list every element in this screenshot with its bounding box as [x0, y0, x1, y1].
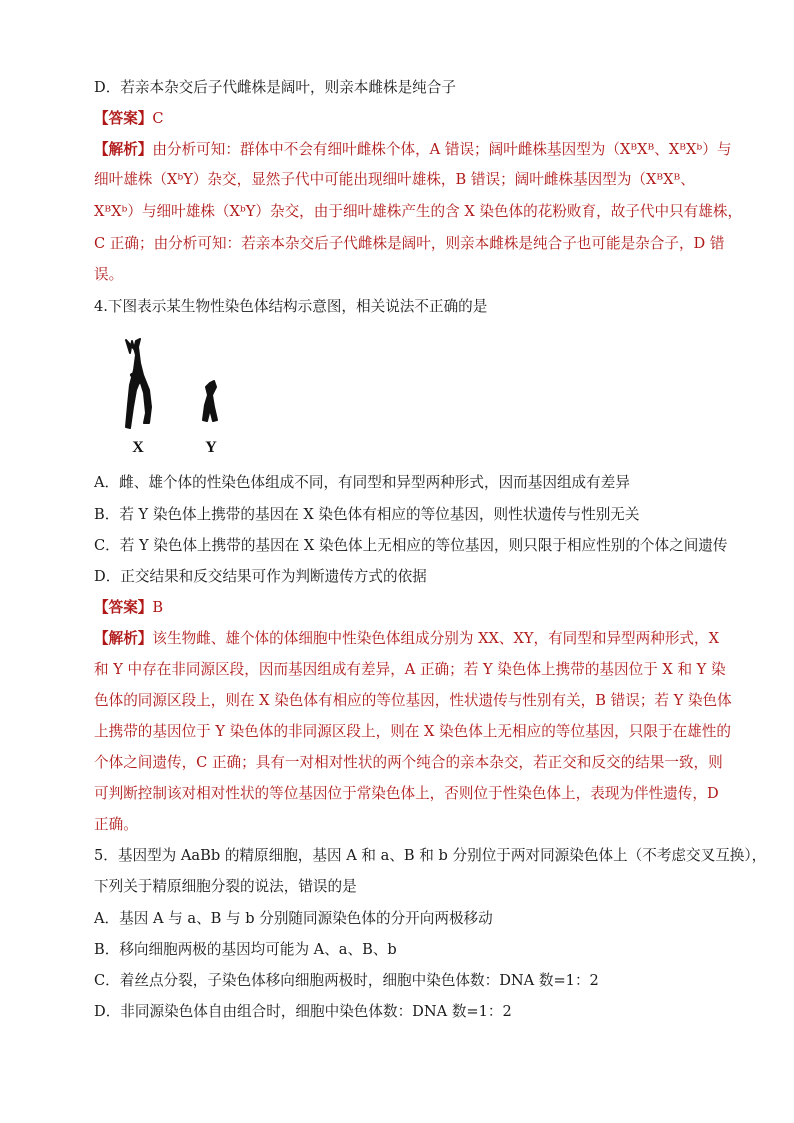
- analysis-text: 该生物雌、雄个体的体细胞中性染色体组成分别为 XX、XY，有同型和异型两种形式，X: [152, 630, 720, 647]
- q3-analysis-line: C 正确；由分析可知：若亲本杂交后子代雌株是阔叶，则亲本雌株是纯合子也可能是杂合子，D 错: [94, 235, 725, 252]
- analysis-label: 【解析】: [94, 141, 153, 158]
- answer-value: B: [152, 599, 164, 616]
- q4-analysis-line: 可判断控制该对相对性状的等位基因位于常染色体上，否则位于性染色体上，表现为伴性遗传，D: [94, 785, 719, 802]
- q3-analysis-line: 细叶雄株（XᵇY）杂交，显然子代中可能出现细叶雄株，B 错误；阔叶雌株基因型为（XᴮXᴮ、: [94, 171, 695, 188]
- sex-chromosome-figure: [118, 335, 228, 460]
- analysis-label: 【解析】: [94, 630, 153, 647]
- answer-value: C: [152, 110, 164, 127]
- q5-option-a: A．基因 A 与 a、B 与 b 分别随同源染色体的分开向两极移动: [94, 910, 493, 927]
- q4-analysis-line: 上携带的基因位于 Y 染色体的非同源区段上，则在 X 染色体上无相应的等位基因，只限于在雄性的: [94, 723, 731, 740]
- y-chromosome-drawing: [203, 381, 217, 421]
- q5-option-c: C．着丝点分裂，子染色体移向细胞两极时，细胞中染色体数：DNA 数=1：2: [94, 972, 599, 989]
- q5-option-b: B．移向细胞两极的基因均可能为 A、a、B、b: [94, 941, 397, 958]
- answer-label: 【答案】: [94, 599, 153, 616]
- q5-stem-line: 下列关于精原细胞分裂的说法，错误的是: [94, 878, 357, 895]
- q4-analysis-line: [94, 629, 720, 649]
- y-label: Y: [205, 439, 217, 456]
- q4-option-c: C．若 Y 染色体上携带的基因在 X 染色体上无相应的等位基因，则只限于相应性别的个体之间遗传: [94, 537, 728, 554]
- analysis-text: 由分析可知：群体中不会有细叶雌株个体，A 错误；阔叶雌株基因型为（XᴮXᴮ、XᴮXᵇ）与: [152, 141, 732, 158]
- q3-analysis-line: [94, 140, 732, 160]
- q3-answer: [94, 109, 714, 129]
- q4-analysis-line: 和 Y 中存在非同源区段，因而基因组成有差异，A 正确；若 Y 染色体上携带的基因位于 X 和 Y 染: [94, 661, 726, 678]
- q4-stem: 4.下图表示某生物性染色体结构示意图，相关说法不正确的是: [94, 298, 488, 315]
- q4-answer: [94, 598, 714, 618]
- q4-option-d: D．正交结果和反交结果可作为判断遗传方式的依据: [94, 568, 427, 585]
- q4-option-b: B．若 Y 染色体上携带的基因在 X 染色体有相应的等位基因，则性状遗传与性别无关: [94, 506, 640, 523]
- q3-option-d: D．若亲本杂交后子代雌株是阔叶，则亲本雌株是纯合子: [94, 79, 456, 96]
- q4-analysis-line: 色体的同源区段上，则在 X 染色体有相应的等位基因，性状遗传与性别有关，B 错误；若 Y 染色体: [94, 692, 732, 709]
- q5-stem-line: 5．基因型为 AaBb 的精原细胞，基因 A 和 a、B 和 b 分别位于两对同源染色体上（不考虑交叉互换），: [94, 847, 767, 864]
- q3-analysis-line: XᴮXᵇ）与细叶雄株（XᵇY）杂交，由于细叶雄株产生的含 X 染色体的花粉败育，故子代中只有雄株，: [94, 203, 743, 220]
- q5-option-d: D．非同源染色体自由组合时，细胞中染色体数：DNA 数=1：2: [94, 1003, 512, 1020]
- answer-label: 【答案】: [94, 110, 153, 127]
- q4-analysis-line: 正确。: [94, 816, 138, 833]
- x-label: X: [132, 439, 144, 456]
- q3-analysis-line: 误。: [94, 266, 124, 283]
- q4-option-a: A．雌、雄个体的性染色体组成不同，有同型和异型两种形式，因而基因组成有差异: [94, 474, 630, 491]
- q4-analysis-line: 个体之间遗传，C 正确；具有一对相对性状的两个纯合的亲本杂交，若正交和反交的结果一致，则: [94, 754, 723, 771]
- x-chromosome-drawing: [126, 339, 151, 428]
